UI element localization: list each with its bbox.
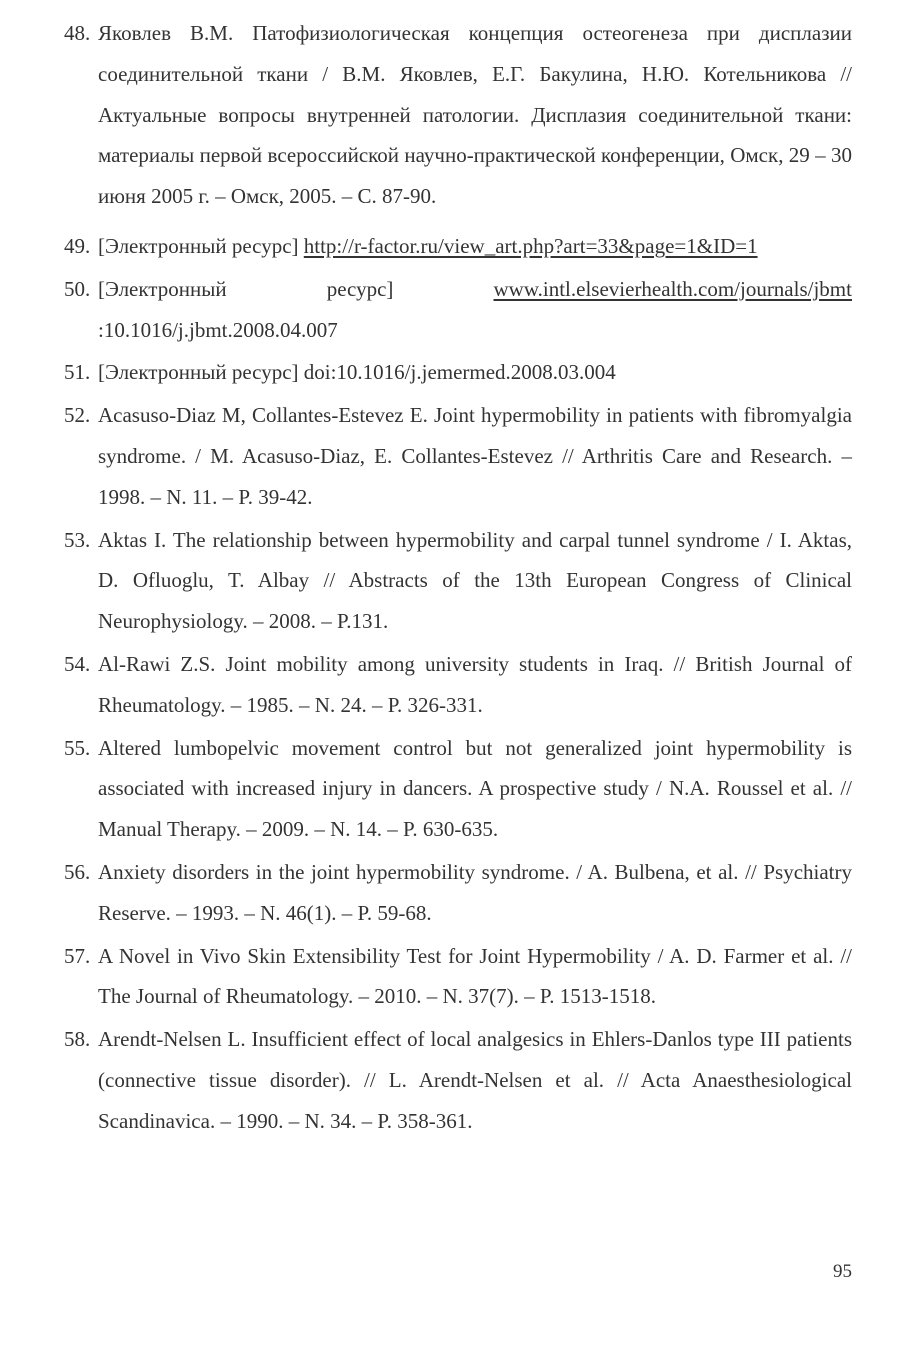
reference-number: 58. <box>64 1027 91 1052</box>
reference-text: A Novel in Vivo Skin Extensibility Test for Joint Hypermobility / A. D. Farmer et al. // The Journal of Rheumatology. – 2010. – N. 37(7). – P. 1513-1518. <box>98 943 852 1009</box>
reference-number: 52. <box>64 403 91 428</box>
reference-number: 51. <box>64 360 91 385</box>
reference-text: Яковлев В.М. Патофизиологическая концепция остеогенеза при дисплазии соединительной ткани / В.М. Яковлев, Е.Г. Бакулина, Н.Ю. Котельникова // Актуальные вопросы внутренней патологии. Дисплазия соединительной ткани: материалы первой всероссийской научно-практической конференции, Омск, 29 – 30 июня 2005 г. – Омск, 2005. – С. 87-90. <box>98 21 852 209</box>
reference-suffix: :10.1016/j.jbmt.2008.04.007 <box>98 317 338 342</box>
reference-item-48 <box>64 13 852 217</box>
reference-item-52 <box>64 395 852 517</box>
reference-text: Acasuso-Diaz M, Collantes-Estevez E. Joint hypermobility in patients with fibromyalgia syndrome. / M. Acasuso-Diaz, E. Collantes-Estevez // Arthritis Care and Research. – 1998. – N. 11. – P. 39-42. <box>98 403 852 509</box>
reference-text: Anxiety disorders in the joint hypermobility syndrome. / A. Bulbena, et al. // Psychiatry Reserve. – 1993. – N. 46(1). – P. 59-68. <box>98 859 852 925</box>
reference-list <box>64 13 852 1144</box>
reference-number: 56. <box>64 859 91 884</box>
reference-link[interactable]: http://r-factor.ru/view_art.php?art=33&page=1&ID=1 <box>303 233 758 258</box>
reference-number: 55. <box>64 735 91 760</box>
reference-link[interactable]: www.intl.elsevierhealth.com/journals/jbmt <box>493 276 852 301</box>
reference-item-54 <box>64 644 852 726</box>
reference-item-50 <box>64 269 852 351</box>
page-number: 95 <box>833 1261 852 1282</box>
reference-item-51 <box>64 352 852 393</box>
reference-word: ресурс] <box>326 276 394 301</box>
reference-text: Al-Rawi Z.S. Joint mobility among university students in Iraq. // British Journal of Rheumatology. – 1985. – N. 24. – P. 326-331. <box>98 651 852 717</box>
reference-number: 57. <box>64 943 91 968</box>
reference-number: 53. <box>64 527 91 552</box>
reference-prefix: [Электронный ресурс] <box>98 233 299 258</box>
reference-number: 50. <box>64 276 91 301</box>
reference-item-58 <box>64 1019 852 1141</box>
reference-item-49 <box>64 226 852 267</box>
reference-text: Aktas I. The relationship between hypermobility and carpal tunnel syndrome / I. Aktas, D. Ofluoglu, T. Albay // Abstracts of the 13th European Congress of Clinical Neurophysiology. – 2008. – P.131. <box>98 527 852 634</box>
reference-first-line <box>98 269 852 310</box>
reference-item-53 <box>64 520 852 642</box>
reference-item-56 <box>64 852 852 934</box>
reference-item-55 <box>64 728 852 850</box>
reference-number: 54. <box>64 651 91 676</box>
reference-item-57 <box>64 936 852 1018</box>
reference-text: Arendt-Nelsen L. Insufficient effect of local analgesics in Ehlers-Danlos type III patients (connective tissue disorder). // L. Arendt-Nelsen et al. // Acta Anaesthesiological Scandinavica. – 1990. – N. 34. – P. 358-361. <box>98 1027 852 1133</box>
reference-number: 48. <box>64 21 91 45</box>
reference-number: 49. <box>64 233 91 258</box>
reference-text <box>98 226 852 267</box>
reference-text <box>98 269 852 351</box>
reference-text: [Электронный ресурс] doi:10.1016/j.jemermed.2008.03.004 <box>98 360 616 385</box>
reference-word: [Электронный <box>98 276 227 301</box>
reference-text: Altered lumbopelvic movement control but not generalized joint hypermobility is associated with increased injury in dancers. A prospective study / N.A. Roussel et al. // Manual Therapy. – 2009. – N. 14. – P. 630-635. <box>98 735 852 842</box>
